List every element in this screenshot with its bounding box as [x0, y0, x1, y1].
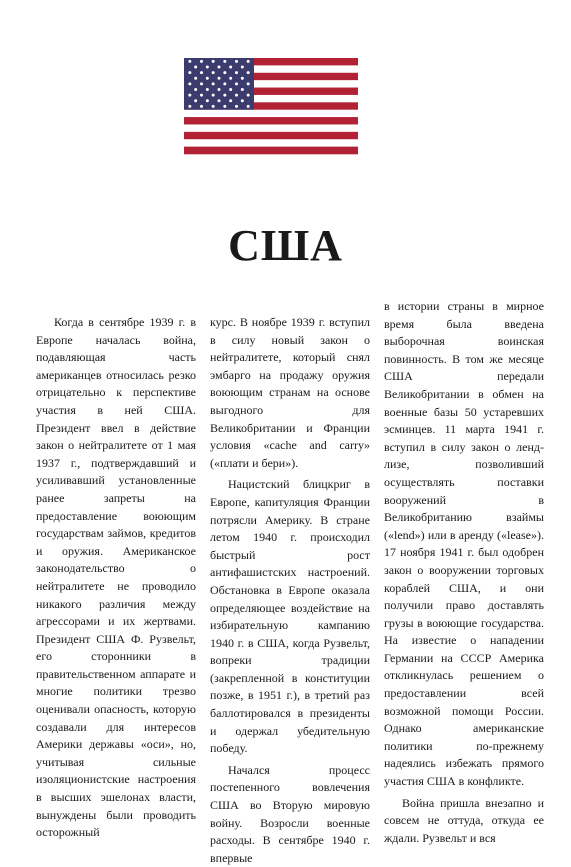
text-column-1 [36, 314, 196, 840]
us-flag-icon [184, 58, 358, 154]
paragraph: Когда в сентябре 1939 г. в Европе началась война, подавляющая часть американцев относилась резко отрицательно к перспективе участия в ней США. Президент ввел в действие закон о нейтралитете от 1 мая 1937 г., подтверждавший и усиливавший установленные ранее запреты на предоставление воюющим государствам займов, кредитов и оружия. Американское законодательство о нейтралитете не проводило никакого различия между агрессорами и их жертвами. Президент США Ф. Рузвельт, его сторонники в правительственном аппарате и многие политики трезво оценивали опасность, которую создавали для интересов Америки державы «оси», но, учитывая сильные изоляционистские настроения в высших эшелонах власти, вынуждены были проводить осторожный [36, 315, 196, 840]
paragraph: Нацистский блицкриг в Европе, капитуляция Франции потрясли Америку. В стране летом 1940 г. происходил быстрый рост антифашистских настроений. Обстановка в Европе оказала определяющее воздействие на избирательную кампанию 1940 г. в США, когда Рузвельт, вопреки традиции (закрепленной в конституции позже, в 1951 г.), в третий раз баллотировался в президенты и одержал убедительную победу. [210, 477, 370, 756]
paragraph: Война пришла внезапно и совсем не оттуда, откуда ее ждали. Рузвельт и вся [384, 795, 544, 845]
paragraph: курс. В ноябре 1939 г. вступил в силу новый закон о нейтралитете, который снял эмбарго на продажу оружия воюющим странам на основе выгодного для Великобритании и Франции условия «cache and carry» («плати и бери»). [210, 315, 370, 470]
text-column-3 [384, 298, 544, 845]
paragraph: Начался процесс постепенного вовлечения США во Вторую мировую войну. Возросли военные расходы. В сентябре 1940 г. впервые [210, 762, 370, 865]
article-body [36, 299, 546, 865]
paragraph: в истории страны в мирное время была введена выборочная воинская повинность. В том же месяце США передали Великобритании в обмен на военные базы 50 устаревших эсминцев. 11 марта 1941 г. вступил в силу закон о ленд-лизе, позволивший осуществлять поставки вооружений в Великобританию взаймы («lend») или в аренду («lease»). 17 ноября 1941 г. был одобрен закон о вооружении торговых кораблей США, и они получили право доставлять грузы в воюющие государства. На известие о нападении Германии на СССР Америка откликнулась решением о предоставлении всей возможной помощи России. Однако американские политики по-прежнему надеялись избежать прямого участия США в конфликте. [384, 299, 544, 789]
text-column-2 [210, 314, 370, 865]
page-title: США [228, 221, 343, 270]
